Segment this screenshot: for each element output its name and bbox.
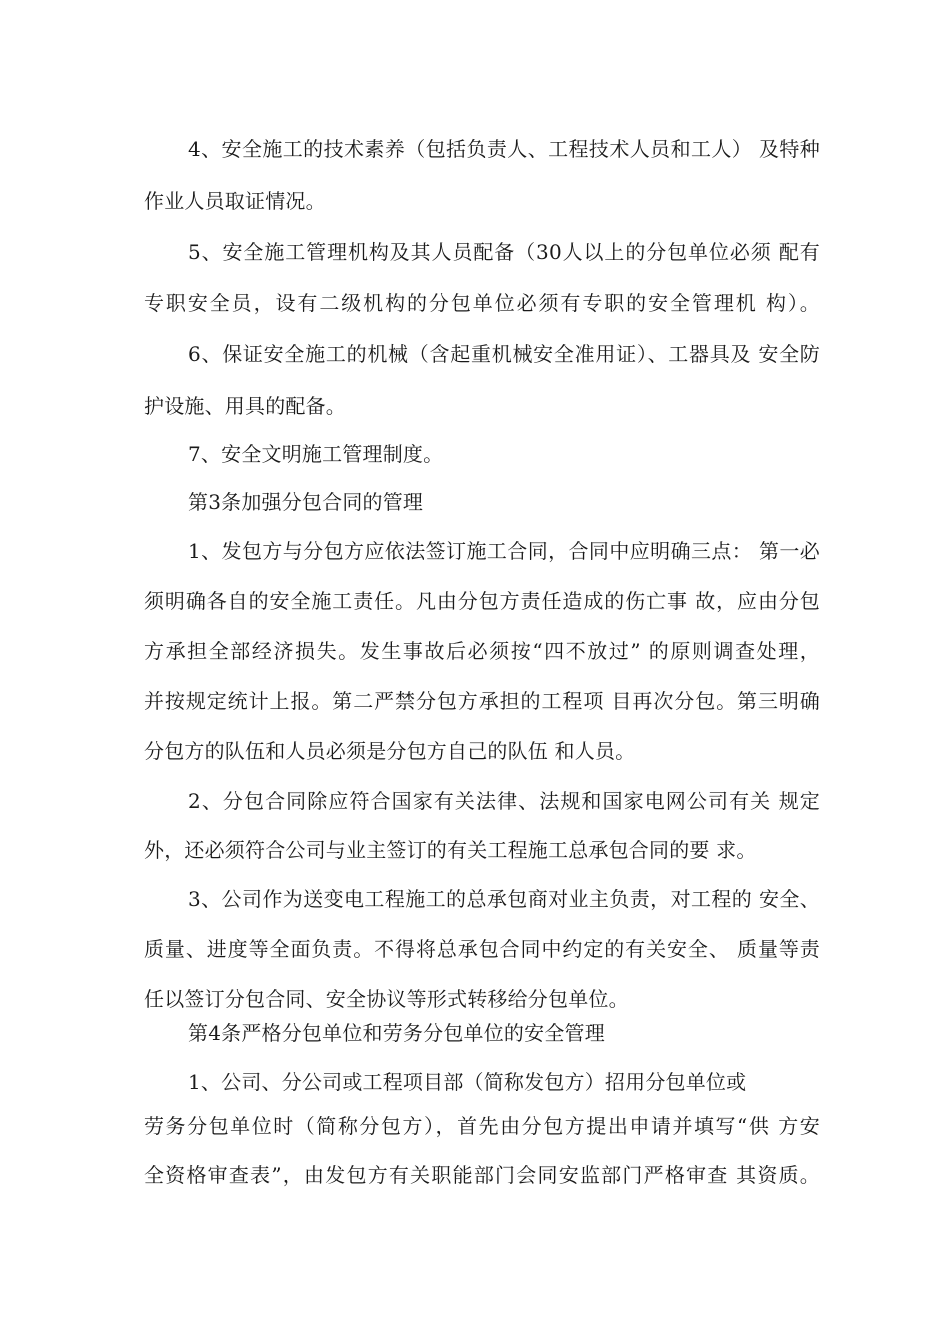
text-line: 方承担全部经济损失。发生事故后必须按“四不放过” 的原则调查处理， [144,639,820,663]
text-line: 外，还必须符合公司与业主签订的有关工程施工总承包合同的要 求。 [144,838,757,862]
text-line: 6、保证安全施工的机械（含起重机械安全准用证）、工器具及 安全防 [188,342,820,366]
text-line: 1、发包方与分包方应依法签订施工合同，合同中应明确三点： 第一必 [188,539,820,563]
text-line: 1、公司、分公司或工程项目部（简称发包方）招用分包单位或 [188,1070,747,1094]
text-line: 作业人员取证情况。 [144,189,326,213]
text-line: 专职安全员，设有二级机构的分包单位必须有专职的安全管理机 构）。 [144,291,820,315]
text-line: 7、安全文明施工管理制度。 [188,442,444,466]
text-line: 3、公司作为送变电工程施工的总承包商对业主负责，对工程的 安全、 [188,887,820,911]
text-line: 5、安全施工管理机构及其人员配备（30人以上的分包单位必须 配有 [188,240,820,264]
section-heading: 第4条严格分包单位和劳务分包单位的安全管理 [188,1021,605,1045]
text-line: 护设施、用具的配备。 [144,394,346,418]
text-line: 4、安全施工的技术素养（包括负责人、工程技术人员和工人） 及特种 [188,137,820,161]
text-line: 并按规定统计上报。第二严禁分包方承担的工程项 目再次分包。第三明确 [144,689,820,713]
section-heading: 第3条加强分包合同的管理 [188,490,424,514]
text-line: 劳务分包单位时（简称分包方），首先由分包方提出申请并填写“供 方安 [144,1114,820,1138]
text-line: 分包方的队伍和人员必须是分包方自己的队伍 和人员。 [144,739,636,763]
text-line: 任以签订分包合同、安全协议等形式转移给分包单位。 [144,987,629,1011]
text-line: 全资格审查表”，由发包方有关职能部门会同安监部门严格审查 其资质。 [144,1163,820,1187]
text-line: 质量、进度等全面负责。不得将总承包合同中约定的有关安全、 质量等责 [144,937,820,961]
text-line: 须明确各自的安全施工责任。凡由分包方责任造成的伤亡事 故，应由分包 [144,589,820,613]
text-line: 2、分包合同除应符合国家有关法律、法规和国家电网公司有关 规定 [188,789,820,813]
